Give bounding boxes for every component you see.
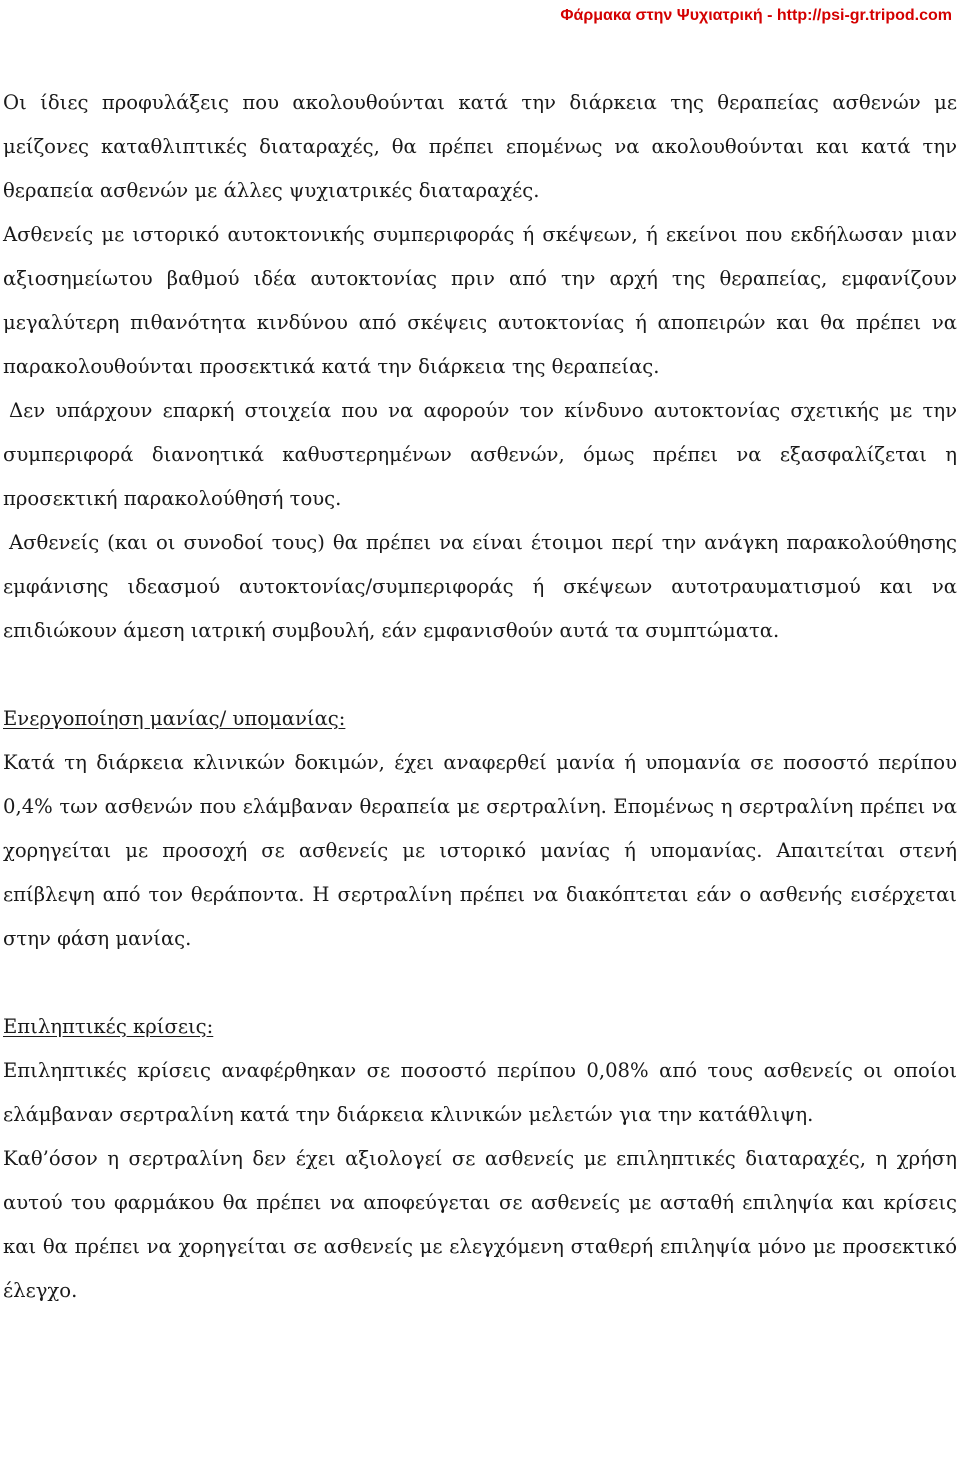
heading-mania: Ενεργοποίηση μανίας/ υπομανίας:	[3, 707, 346, 730]
paragraph-intellectual-disability: Δεν υπάρχουν επαρκή στοιχεία που να αφορούν τον κίνδυνο αυτοκτονίας σχετικής με την συμπεριφορά διανοητικά καθυστερημένων ασθενών, όμως πρέπει να εξασφαλίζεται η προσεκτική παρακολούθησή τους.	[3, 399, 957, 510]
heading-seizures: Επιληπτικές κρίσεις:	[3, 1015, 214, 1038]
page-header: Φάρμακα στην Ψυχιατρική - http://psi-gr.tripod.com	[560, 7, 952, 24]
paragraph-seizures-1: Επιληπτικές κρίσεις αναφέρθηκαν σε ποσοστό περίπου 0,08% από τους ασθενείς οι οποίοι ελάμβαναν σερτραλίνη κατά την διάρκεια κλινικών μελετών για την κατάθλιψη.	[3, 1059, 957, 1126]
paragraph-mania: Κατά τη διάρκεια κλινικών δοκιμών, έχει αναφερθεί μανία ή υπομανία σε ποσοστό περίπου 0,4% των ασθενών που ελάμβαναν θεραπεία με σερτραλίνη. Επομένως η σερτραλίνη πρέπει να χορηγείται με προσοχή σε ασθενείς με ιστορικό μανίας ή υπομανίας. Απαιτείται στενή επίβλεψη από τον θεράποντα. Η σερτραλίνη πρέπει να διακόπτεται εάν ο ασθενής εισέρχεται στην φάση μανίας.	[3, 751, 957, 950]
paragraph-suicidal-history: Ασθενείς με ιστορικό αυτοκτονικής συμπεριφοράς ή σκέψεων, ή εκείνοι που εκδήλωσαν μιαν αξιοσημείωτου βαθμού ιδέα αυτοκτονίας πριν από την αρχή της θεραπείας, εμφανίζουν μεγαλύτερη πιθανότητα κινδύνου από σκέψεις αυτοκτονίας ή αποπειρών και θα πρέπει να παρακολουθούνται προσεκτικά κατά την διάρκεια της θεραπείας.	[3, 223, 957, 378]
document-body	[3, 81, 957, 1313]
paragraph-caregivers: Ασθενείς (και οι συνοδοί τους) θα πρέπει να είναι έτοιμοι περί την ανάγκη παρακολούθησης εμφάνισης ιδεασμού αυτοκτονίας/συμπεριφοράς ή σκέψεων αυτοτραυματισμού και να επιδιώκουν άμεση ιατρική συμβουλή, εάν εμφανισθούν αυτά τα συμπτώματα.	[3, 531, 957, 642]
paragraph-seizures-2: Καθ’όσον η σερτραλίνη δεν έχει αξιολογεί σε ασθενείς με επιληπτικές διαταραχές, η χρήση αυτού του φαρμάκου θα πρέπει να αποφεύγεται σε ασθενείς με ασταθή επιληψία και κρίσεις και θα πρέπει να χορηγείται σε ασθενείς με ελεγχόμενη σταθερή επιληψία μόνο με προσεκτικό έλεγχο.	[3, 1147, 957, 1302]
paragraph-precautions: Οι ίδιες προφυλάξεις που ακολουθούνται κατά την διάρκεια της θεραπείας ασθενών με μείζονες καταθλιπτικές διαταραχές, θα πρέπει επομένως να ακολουθούνται και κατά την θεραπεία ασθενών με άλλες ψυχιατρικές διαταραχές.	[3, 91, 957, 202]
